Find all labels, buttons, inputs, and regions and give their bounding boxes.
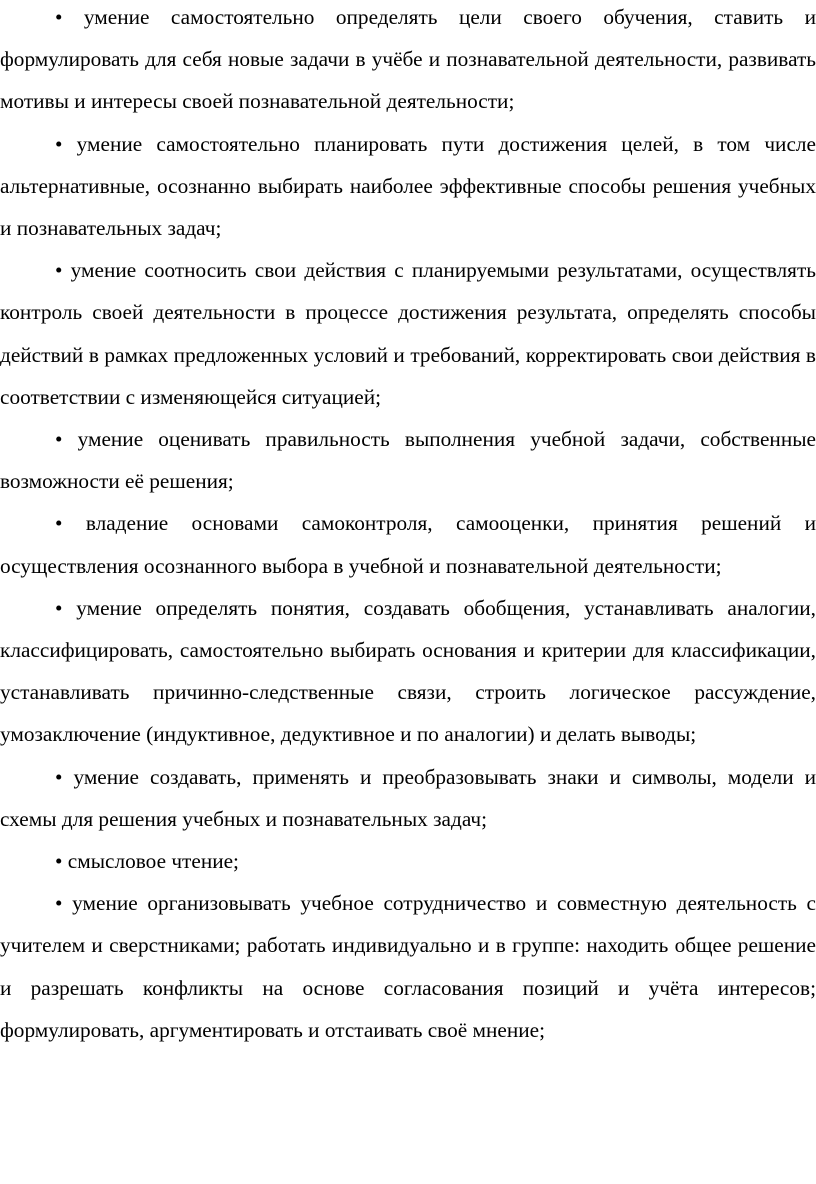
list-item-signs-symbols: • умение создавать, применять и преобразовывать знаки и символы, модели и схемы для решения учебных и познавательных задач;: [0, 764, 816, 831]
list-item-assessment: • умение оценивать правильность выполнения учебной задачи, собственные возможности её решения;: [0, 427, 816, 494]
list-item-planning: • умение самостоятельно планировать пути достижения целей, в том числе альтернативные, осознанно выбирать наиболее эффективные способы решения учебных и познавательных задач;: [0, 131, 816, 241]
list-item-reading: • смысловое чтение;: [55, 849, 239, 874]
list-item-cooperation: • умение организовывать учебное сотрудничество и совместную деятельность с учителем и сверстниками; работать индивидуально и в группе: находить общее решение и разрешать конфликты на основе согласования позиций и учёта интересов; формулировать, аргументировать и отстаивать своё мнение;: [0, 891, 816, 1042]
list-item-self-control: • владение основами самоконтроля, самооценки, принятия решений и осуществления осознанного выбора в учебной и познавательной деятельности;: [0, 511, 816, 578]
list-item-goals: • умение самостоятельно определять цели своего обучения, ставить и формулировать для себя новые задачи в учёбе и познавательной деятельности, развивать мотивы и интересы своей познавательной деятельности;: [0, 5, 816, 114]
list-item-concepts: • умение определять понятия, создавать обобщения, устанавливать аналогии, классифицировать, самостоятельно выбирать основания и критерии для классификации, устанавливать причинно-следственные связи, строить логическое рассуждение, умозаключение (индуктивное, дедуктивное и по аналогии) и делать выводы;: [0, 595, 816, 747]
list-item-correlation: • умение соотносить свои действия с планируемыми результатами, осуществлять контроль своей деятельности в процессе достижения результата, определять способы действий в рамках предложенных условий и требований, корректировать свои действия в соответствии с изменяющейся ситуацией;: [0, 258, 816, 409]
